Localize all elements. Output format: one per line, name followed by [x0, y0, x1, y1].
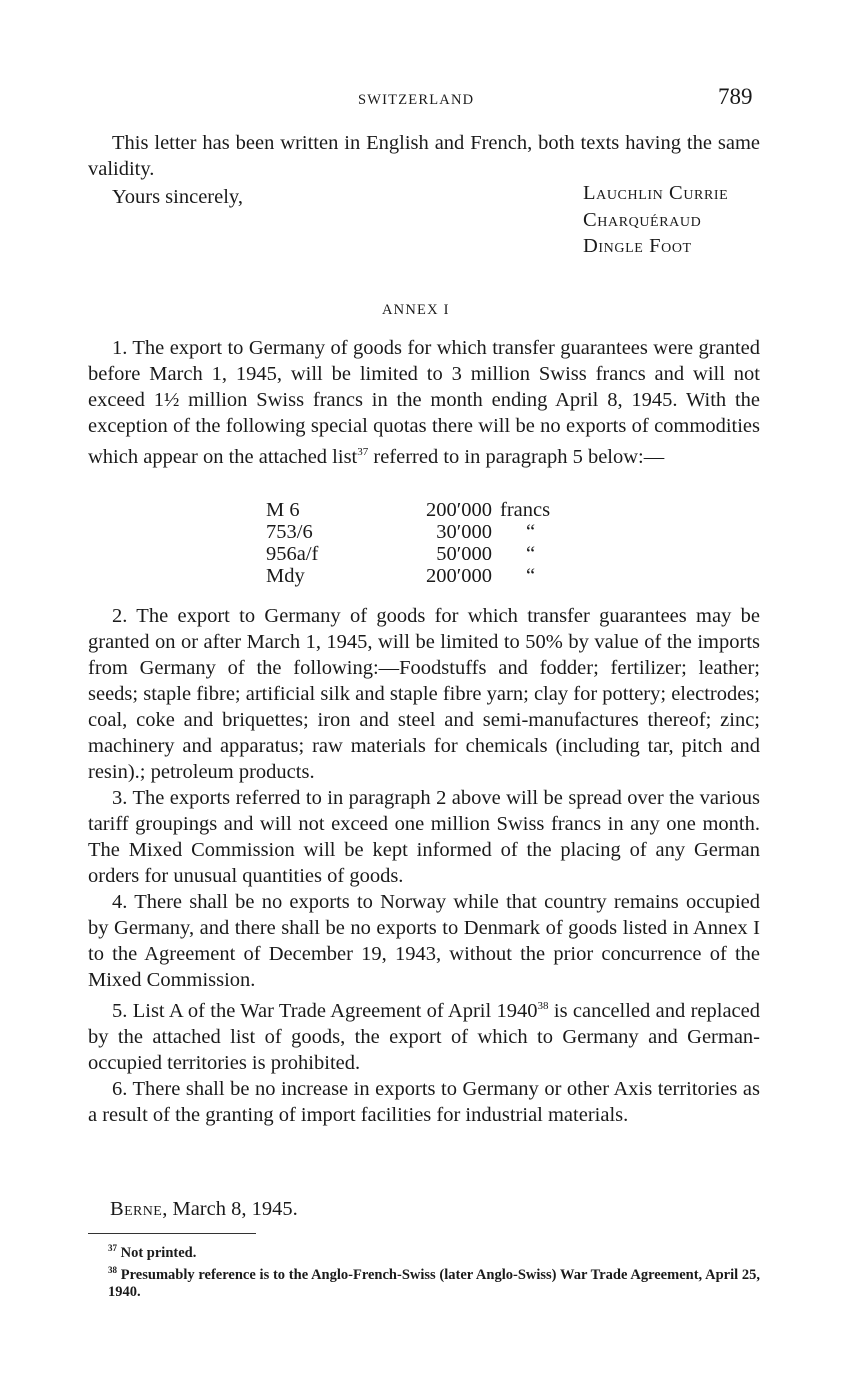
- paragraph-1: [88, 335, 760, 470]
- table-row: [266, 499, 596, 521]
- place-date-line: [110, 1198, 298, 1221]
- paragraph-4: 4. There shall be no exports to Norway while that country remains occupied by Germany, and there shall be no exports to Denmark of goods listed in Annex I to the Agreement of December 19, 1943, without the prior concurrence of the Mixed Commission.: [88, 891, 760, 991]
- paragraph-2: 2. The export to Germany of goods for which transfer guarantees may be granted on or after March 1, 1945, will be limited to 50% by value of the imports from Germany of the following:—Foodstuffs and fodder; fertilizer; leather; seeds; staple fibre; artificial silk and staple fibre yarn; clay for pottery; electrodes; coal, coke and briquettes; iron and steel and semi-manufactures thereof; zinc; machinery and apparatus; raw materials for chemicals (including tar, pitch and resin).; petroleum products.: [88, 605, 760, 783]
- table-row: [266, 543, 596, 565]
- annex-paragraphs-2-6: [88, 603, 760, 1128]
- footnote-mark: 37: [108, 1243, 117, 1253]
- signatory-foot: Dingle Foot: [583, 235, 692, 257]
- signoff-place: Berne: [110, 1198, 163, 1220]
- annex-paragraph-1: [88, 335, 760, 470]
- footnote-ref-38: 38: [537, 1000, 549, 1012]
- special-quotas-table: [266, 499, 596, 587]
- signoff-date: , March 8, 1945.: [162, 1198, 298, 1220]
- paragraph-5-text: 5. List A of the War Trade Agreement of April 1940: [112, 999, 538, 1022]
- quota-code: 753/6: [266, 521, 313, 543]
- signatory-currie: Lauchlin Currie: [583, 182, 729, 204]
- signature-block: [583, 180, 728, 260]
- footnote-text: Presumably reference is to the Anglo-French-Swiss (later Anglo-Swiss) War Trade Agreement, April 25, 1940.: [108, 1266, 761, 1300]
- footnotes: [88, 1240, 760, 1301]
- table-row: [266, 521, 596, 543]
- quota-code: M 6: [266, 499, 300, 521]
- paragraph-5: [88, 993, 760, 1076]
- ditto-mark: “: [526, 565, 536, 587]
- letter-closing-paragraph: [88, 130, 760, 182]
- closing-salutation: Yours sincerely,: [112, 186, 243, 208]
- paragraph-5-tail: is cancelled and replaced by the attached list of goods, the export of which to Germany and German-occupied territories is prohibited.: [88, 999, 760, 1074]
- closing-paragraph: This letter has been written in English and French, both texts having the same validity.: [88, 132, 760, 180]
- signatory-charqueraud: Charquéraud: [583, 208, 702, 231]
- ditto-mark: “: [526, 543, 536, 565]
- table-row: [266, 565, 596, 587]
- paragraph-1-tail: referred to in paragraph 5 below:—: [368, 445, 665, 468]
- quota-amount: 50′000: [436, 543, 492, 565]
- quota-amount: 200′000: [426, 499, 492, 521]
- footnote-37: [88, 1240, 760, 1262]
- footnote-divider: [88, 1233, 256, 1234]
- footnote-ref-37: 37: [357, 446, 369, 458]
- annex-title: ANNEX I: [382, 302, 450, 318]
- page-number: 789: [718, 84, 753, 109]
- footnote-38: [88, 1262, 760, 1301]
- quota-amount: 200′000: [426, 565, 492, 587]
- paragraph-6: 6. There shall be no increase in exports to Germany or other Axis territories as a result of the granting of import facilities for industrial materials.: [88, 1077, 760, 1126]
- quota-code: Mdy: [266, 565, 305, 587]
- quota-code: 956a/f: [266, 543, 319, 565]
- footnote-mark: 38: [108, 1264, 117, 1275]
- quota-amount: 30′000: [436, 521, 492, 543]
- running-header: [0, 84, 860, 116]
- quota-unit: francs: [500, 499, 551, 521]
- footnote-text: Not printed.: [120, 1244, 197, 1261]
- paragraph-1-text: 1. The export to Germany of goods for which transfer guarantees were granted before March 1, 1945, will be limited to 3 million Swiss francs and will not exceed 1½ million Swiss francs in the month ending April 8, 1945. With the exception of the following special quotas there will be no exports of commodities which appear on the attached list: [88, 337, 760, 468]
- paragraph-3: 3. The exports referred to in paragraph 2 above will be spread over the various tariff groupings and will not exceed one million Swiss francs in any one month. The Mixed Commission will be kept informed of the placing of any German orders for unusual quantities of goods.: [88, 787, 760, 887]
- running-title: SWITZERLAND: [358, 92, 475, 108]
- ditto-mark: “: [526, 521, 536, 543]
